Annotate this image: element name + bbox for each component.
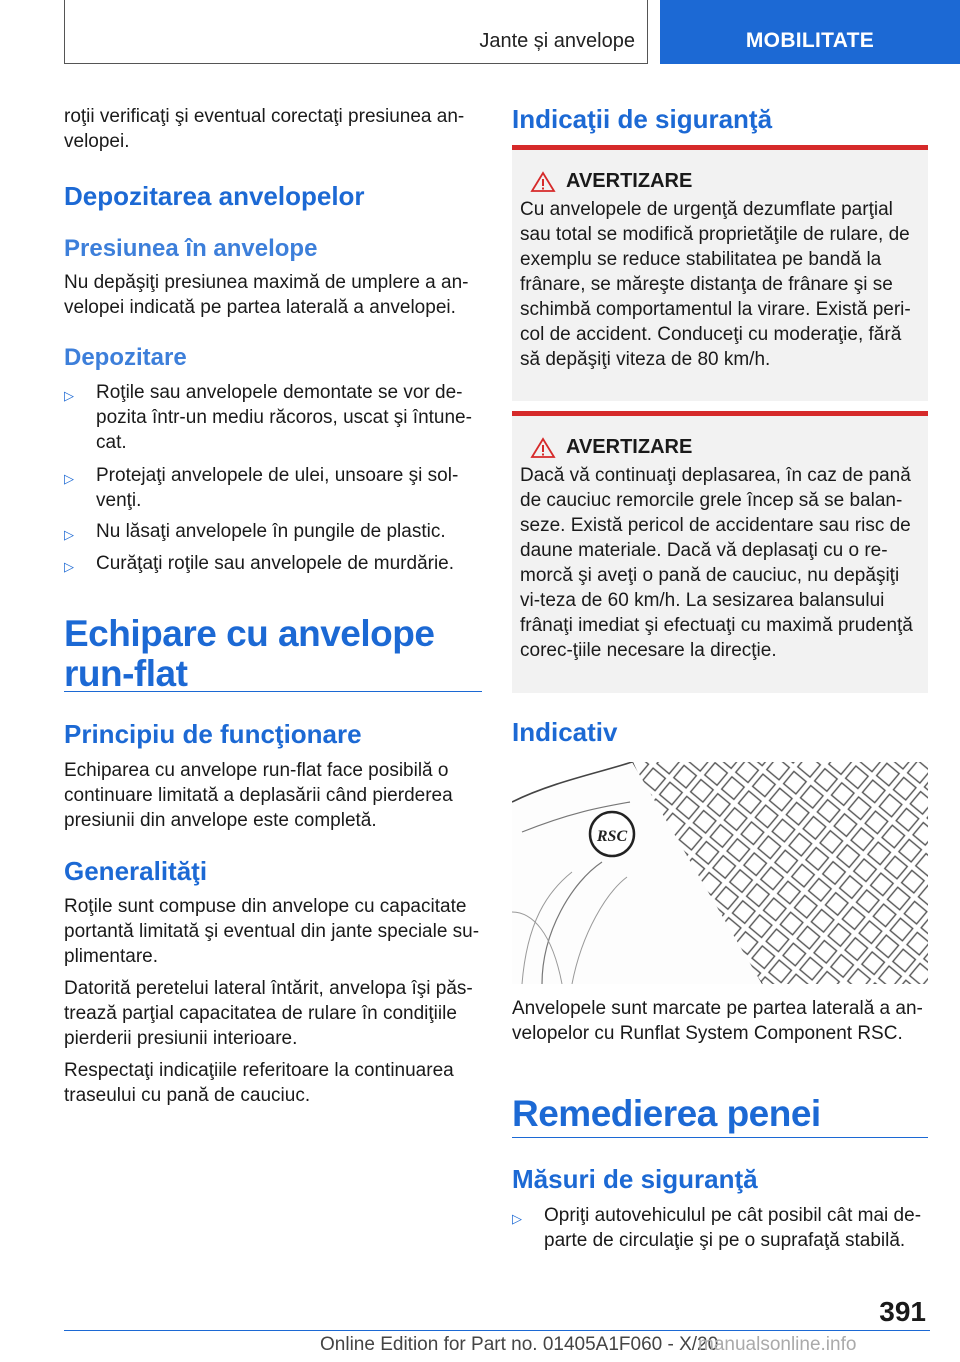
tire-caption: Anvelopele sunt marcate pe partea laterală a an-velopelor cu Runflat System Component RSC. <box>512 998 923 1044</box>
bullet-triangle-icon: ▷ <box>64 388 74 403</box>
bullet-triangle-icon: ▷ <box>64 527 74 542</box>
warning-title-text: AVERTIZARE <box>566 170 693 192</box>
list-item-text: Roţile sau anvelopele demontate se vor de-pozita într-un mediu răcoros, uscat şi întune-cat. <box>96 382 472 453</box>
general-paragraph-3: Respectaţi indicaţiile referitoare la continuarea traseului cu pană de cauciuc. <box>64 1060 454 1106</box>
warning-text: Dacă vă continuaţi deplasarea, în caz de pană de cauciuc remorcile grele încep să se balan-seze. Există pericol de accidentare sau risc de daune materiale. Dacă vă deplasaţi cu o re-morcă şi aveţi o pană de cauciuc, nu depăşiţi vi-teza de 60 km/h. La sesizarea balansului frânaţi imediat şi efectuaţi cu maximă prudenţă corec-ţiile necesare la direcţie. <box>520 465 913 661</box>
heading-tire-storage: Depozitarea anvelopelor <box>64 181 365 211</box>
warning-triangle-icon <box>530 171 556 193</box>
pressure-paragraph: Nu depăşiţi presiunea maximă de umplere a an-velopei indicată pe partea laterală a anvelopei. <box>64 272 469 318</box>
heading-tire-pressure: Presiunea în anvelope <box>64 235 318 262</box>
tire-rsc-illustration <box>512 762 928 984</box>
list-item <box>64 380 482 455</box>
section-divider <box>512 1137 928 1138</box>
footer-watermark: manualsonline.info <box>698 1334 857 1355</box>
header-section-title: Jante și anvelope <box>479 30 635 52</box>
intro-paragraph: roţii verificaţi şi eventual corectaţi presiunea an-velopei. <box>64 106 465 152</box>
general-paragraph-1: Roţile sunt compuse din anvelope cu capacitate portantă limitată şi eventual din jante speciale su-plimentare. <box>64 896 480 967</box>
heading-storage: Depozitare <box>64 344 187 371</box>
warning-title-text: AVERTIZARE <box>566 436 693 458</box>
heading-runflat: Echipare cu anvelope run-flat <box>64 613 435 694</box>
rsc-logo: RSC <box>596 828 628 845</box>
list-item-text: Opriţi autovehiculul pe cât posibil cât mai de-parte de circulaţie şi pe o suprafaţă stabilă. <box>544 1205 922 1251</box>
warning-title <box>520 170 920 193</box>
bullet-triangle-icon: ▷ <box>64 471 74 486</box>
list-item <box>64 463 482 513</box>
warning-triangle-icon <box>530 437 556 459</box>
page-number: 391 <box>879 1296 926 1327</box>
list-item <box>512 1203 928 1253</box>
footer-divider <box>64 1330 930 1331</box>
warning-title <box>520 436 920 459</box>
list-item-text: Nu lăsaţi anvelopele în pungile de plastic. <box>96 521 446 542</box>
warning-box <box>512 145 928 401</box>
header-chapter-tab: MOBILITATE <box>660 0 960 64</box>
list-item-text: Protejaţi anvelopele de ulei, unsoare şi sol-venţi. <box>96 465 459 511</box>
heading-safety: Indicaţii de siguranţă <box>512 104 773 134</box>
heading-measures: Măsuri de siguranţă <box>512 1164 758 1194</box>
general-paragraph-2: Datorită peretelui lateral întărit, anvelopa îşi păs-trează parţial capacitatea de rulare în condiţiile pierderii presiunii interioare. <box>64 978 473 1049</box>
tire-drawing <box>512 762 928 984</box>
principle-paragraph: Echiparea cu anvelope run-flat face posibilă o continuare limitată a deplasării când pierderea presiunii din anvelope este completă. <box>64 760 453 831</box>
list-item-text: Curăţaţi roţile sau anvelopele de murdărie. <box>96 553 455 574</box>
warning-text: Cu anvelopele de urgenţă dezumflate parţial sau total se modifică proprietăţile de rulare, de exemplu se reduce stabilitatea pe bandă la frânare, se măreşte distanţa de frânare şi se schimbă comportamentul la virare. Există peri-col de accident. Conduceţi cu moderaţie, fără să depăşiţi viteza de 80 km/h. <box>520 199 911 370</box>
section-divider <box>64 691 482 692</box>
footer-edition: Online Edition for Part no. 01405A1F060 - X/20 <box>320 1334 719 1355</box>
bullet-triangle-icon: ▷ <box>64 559 74 574</box>
heading-principle: Principiu de funcţionare <box>64 719 362 749</box>
heading-indicativ: Indicativ <box>512 717 618 747</box>
warning-box <box>512 411 928 693</box>
list-item <box>64 519 482 544</box>
bullet-triangle-icon: ▷ <box>512 1211 522 1226</box>
list-item <box>64 551 482 576</box>
heading-general: Generalităţi <box>64 856 208 886</box>
heading-repair: Remedierea penei <box>512 1093 821 1134</box>
